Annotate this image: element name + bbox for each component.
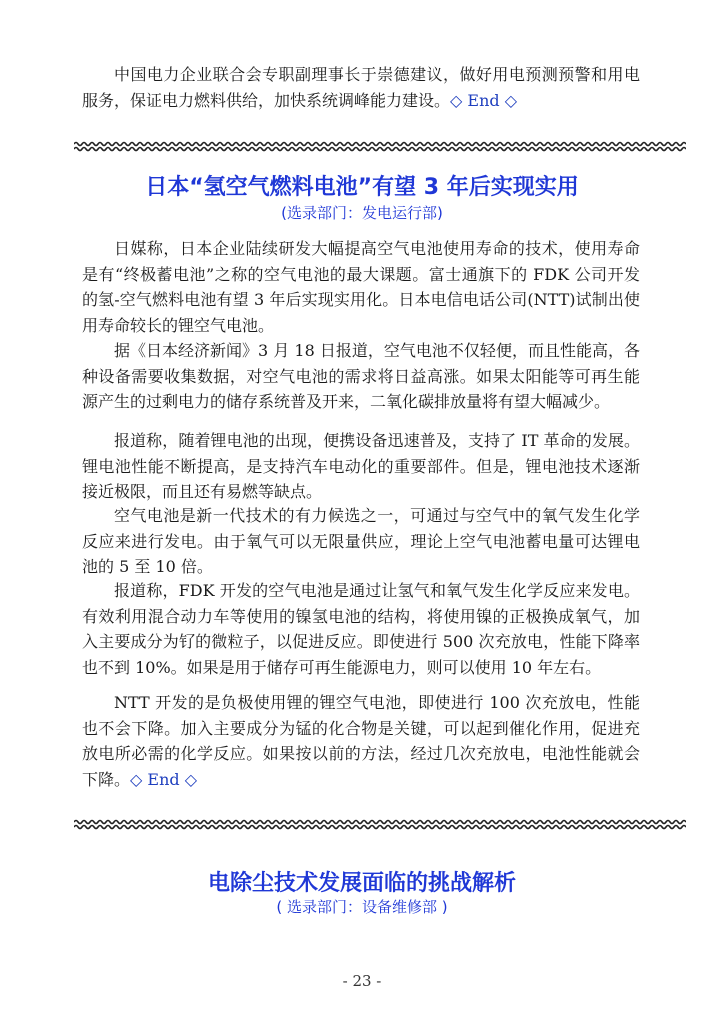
next-article-subtitle: ( 选录部门：设备维修部 ) bbox=[276, 898, 448, 916]
article-paragraph: 报道称，FDK 开发的空气电池是通过让氢气和氧气发生化学反应来发电。有效利用混合动力车等使用的镍氢电池的结构，将使用镍的正极换成氧气，加入主要成分为钌的微粒子，以促进反应。即使进行 500 次充放电，性能下降率也不到 10%。如果是用于储存可再生能源电力，则可以使用 10 年左右。 bbox=[82, 581, 640, 677]
end-mark: ◇ End ◇ bbox=[130, 769, 198, 789]
end-mark: ◇ End ◇ bbox=[450, 90, 518, 110]
prev-article-paragraph: 中国电力企业联合会专职副理事长于崇德建议，做好用电预测预警和用电服务，保证电力燃料供给，加快系统调峰能力建设。◇ End ◇ bbox=[82, 65, 640, 110]
article-subtitle: (选录部门：发电运行部) bbox=[281, 204, 443, 222]
article-paragraph: 报道称，随着锂电池的出现，便携设备迅速普及，支持了 IT 革命的发展。锂电池性能不断提高，是支持汽车电动化的重要部件。但是，锂电池技术逐渐接近极限，而且还有易燃等缺点。 bbox=[82, 431, 640, 501]
section-divider bbox=[74, 140, 686, 152]
page-number: - 23 - bbox=[342, 972, 382, 990]
article-paragraph: 空气电池是新一代技术的有力候选之一，可通过与空气中的氧气发生化学反应来进行发电。由于氧气可以无限量供应，理论上空气电池蓄电量可达锂电池的 5 至 10 倍。 bbox=[82, 506, 640, 576]
article-paragraph: 据《日本经济新闻》3 月 18 日报道，空气电池不仅轻便，而且性能高，各种设备需要收集数据，对空气电池的需求将日益高涨。如果太阳能等可再生能源产生的过剩电力的储存系统普及开来，二氧化碳排放量将有望大幅减少。 bbox=[82, 341, 640, 411]
section-divider bbox=[74, 818, 686, 830]
next-article-title: 电除尘技术发展面临的挑战解析 bbox=[207, 871, 516, 896]
article-paragraph: 日媒称，日本企业陆续研发大幅提高空气电池使用寿命的技术，使用寿命是有“终极蓄电池”之称的空气电池的最大课题。富士通旗下的 FDK 公司开发的氢-空气燃料电池有望 3 年后实现实用化。日本电信电话公司(NTT)试制出使用寿命较长的锂空气电池。 bbox=[82, 239, 640, 335]
article-title: 日本“氢空气燃料电池”有望 3 年后实现实用 bbox=[145, 175, 579, 200]
article-paragraph-last: NTT 开发的是负极使用锂的锂空气电池，即使进行 100 次充放电，性能也不会下降。加入主要成分为锰的化合物是关键，可以起到催化作用，促进充放电所必需的化学反应。如果按以前的方法，经过几次充放电，电池性能就会下降。◇ End ◇ bbox=[82, 693, 640, 789]
